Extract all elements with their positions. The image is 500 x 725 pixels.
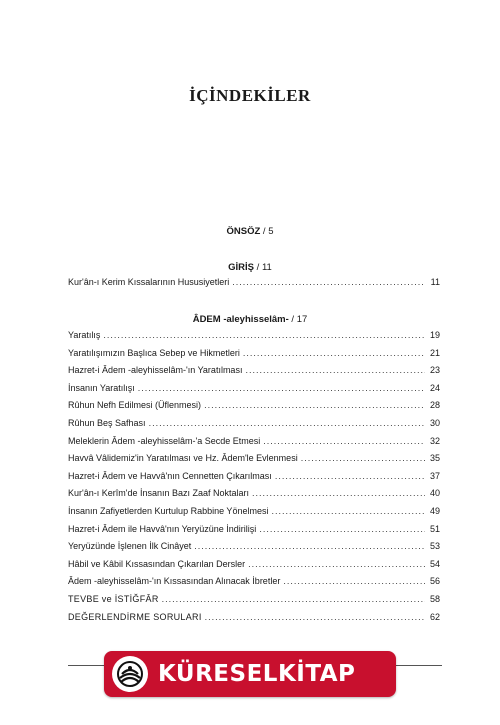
toc-leader-dots [138, 383, 425, 393]
toc-entry[interactable] [68, 453, 440, 471]
toc-entry[interactable] [68, 541, 440, 559]
globe-logo-icon [112, 656, 148, 692]
toc-leader-dots [162, 594, 425, 604]
toc-entry-label: Yeryüzünde İşlenen İlk Cinâyet [68, 541, 192, 552]
toc-leader-dots [149, 418, 425, 428]
page-title: İÇİNDEKİLER [189, 86, 311, 105]
toc-leader-dots [205, 612, 425, 622]
toc-entry[interactable] [68, 594, 440, 612]
toc-entry-label: Rûhun Nefh Edilmesi (Üflenmesi) [68, 400, 202, 411]
toc-entry-page: 49 [429, 505, 440, 516]
toc-entry-page: 21 [429, 347, 440, 358]
toc-entry-label: İnsanın Zafiyetlerden Kurtulup Rabbine Yönelmesi [68, 505, 269, 516]
section-adem [0, 314, 500, 325]
toc-leader-dots [204, 400, 425, 410]
toc-entry-page: 54 [429, 558, 440, 569]
toc-leader-dots [245, 365, 425, 375]
section-onsoz-sep: / [260, 226, 269, 237]
section-adem-label: ÂDEM -aleyhisselâm- [192, 314, 289, 325]
toc-leader-dots [252, 488, 425, 498]
toc-leader-dots [275, 471, 425, 481]
toc-entry-page: 53 [429, 541, 440, 552]
toc-entry[interactable] [68, 576, 440, 594]
toc-entry-label: Hazret-i Âdem ve Havvâ'nın Cennetten Çıkarılması [68, 470, 272, 481]
toc-entry[interactable] [68, 348, 440, 366]
toc-leader-dots [301, 453, 425, 463]
toc-entry-page: 56 [429, 576, 440, 587]
toc-entry[interactable] [68, 524, 440, 542]
toc-entry-page: 58 [429, 593, 440, 604]
toc-entry-label: Meleklerin Âdem -aleyhisselâm-'a Secde Etmesi [68, 435, 261, 446]
toc-entry-page: 35 [429, 453, 440, 464]
toc-entry-page: 62 [429, 611, 440, 622]
toc-entry-label: TEVBE ve İSTİĞFÂR [68, 593, 159, 604]
toc-entry-label: Yaratılışımızın Başlıca Sebep ve Hikmetleri [68, 347, 240, 358]
section-adem-sep: / [288, 314, 297, 325]
toc-entry-page: 37 [429, 470, 440, 481]
toc-entry-page: 19 [429, 330, 440, 340]
toc-entry-page: 24 [429, 382, 440, 393]
toc-leader-dots [283, 576, 425, 586]
toc-leader-dots [259, 524, 425, 534]
toc-entry[interactable] [68, 471, 440, 489]
toc-entry-label: Yaratılış [68, 330, 101, 340]
toc-entry-label: Kur'ân-ı Kerîm'de İnsanın Bazı Zaaf Noktaları [68, 488, 250, 499]
toc-entry-label: Rûhun Beş Safhası [68, 417, 146, 428]
toc-leader-dots [243, 348, 425, 358]
toc-entry-page: 51 [429, 523, 440, 534]
toc-entry[interactable] [68, 365, 440, 383]
toc-entry-page: 30 [429, 417, 440, 428]
toc-entry[interactable] [68, 418, 440, 436]
toc-entry-label: DEĞERLENDİRME SORULARI [68, 611, 202, 622]
toc-entry-page: 23 [429, 365, 440, 376]
section-onsoz-label: ÖNSÖZ [226, 226, 261, 237]
toc-entry[interactable] [68, 383, 440, 401]
toc-entry[interactable] [68, 612, 440, 630]
toc-leader-dots [263, 436, 425, 446]
section-onsoz-page: 5 [268, 226, 274, 237]
section-giris-label: GİRİŞ [228, 262, 255, 273]
section-giris-sep: / [254, 262, 262, 273]
toc-entry-label: Âdem -aleyhisselâm-'ın Kıssasından Alınacak İbretler [68, 576, 281, 587]
toc-leader-dots [194, 541, 425, 551]
brand-name: KÜRESELKİTAP [158, 661, 356, 687]
section-adem-page: 17 [296, 314, 308, 325]
section-giris [0, 262, 500, 273]
toc-leader-dots [271, 506, 425, 516]
brand-watermark-banner [104, 651, 396, 697]
toc-entry-label: Hazret-i Âdem -aleyhisselâm-'ın Yaratılması [68, 365, 243, 376]
toc-giris-list [68, 277, 440, 295]
toc-entry[interactable] [68, 488, 440, 506]
section-onsoz [0, 226, 500, 237]
toc-entry[interactable] [68, 277, 440, 295]
toc-entry[interactable] [68, 436, 440, 454]
section-giris-page: 11 [261, 262, 272, 273]
toc-adem-list [68, 330, 440, 629]
toc-leader-dots [103, 330, 425, 340]
toc-leader-dots [232, 277, 425, 287]
toc-entry-page: 28 [429, 400, 440, 411]
toc-entry[interactable] [68, 330, 440, 348]
toc-entry-page: 40 [429, 488, 440, 499]
toc-entry-page: 32 [429, 435, 440, 446]
toc-entry-page: 11 [430, 277, 440, 287]
toc-entry[interactable] [68, 506, 440, 524]
toc-entry-label: Havvâ Vâlidemiz'in Yaratılması ve Hz. Âdem'le Evlenmesi [68, 453, 298, 464]
toc-entry-label: Kur'ân-ı Kerim Kıssalarının Hususiyetleri [68, 277, 230, 287]
toc-leader-dots [248, 559, 425, 569]
toc-entry-label: Hâbil ve Kâbil Kıssasından Çıkarılan Dersler [68, 558, 246, 569]
toc-entry[interactable] [68, 400, 440, 418]
toc-entry-label: İnsanın Yaratılışı [68, 382, 135, 393]
toc-entry-label: Hazret-i Âdem ile Havvâ'nın Yeryüzüne İndirilişi [68, 523, 257, 534]
toc-entry[interactable] [68, 559, 440, 577]
